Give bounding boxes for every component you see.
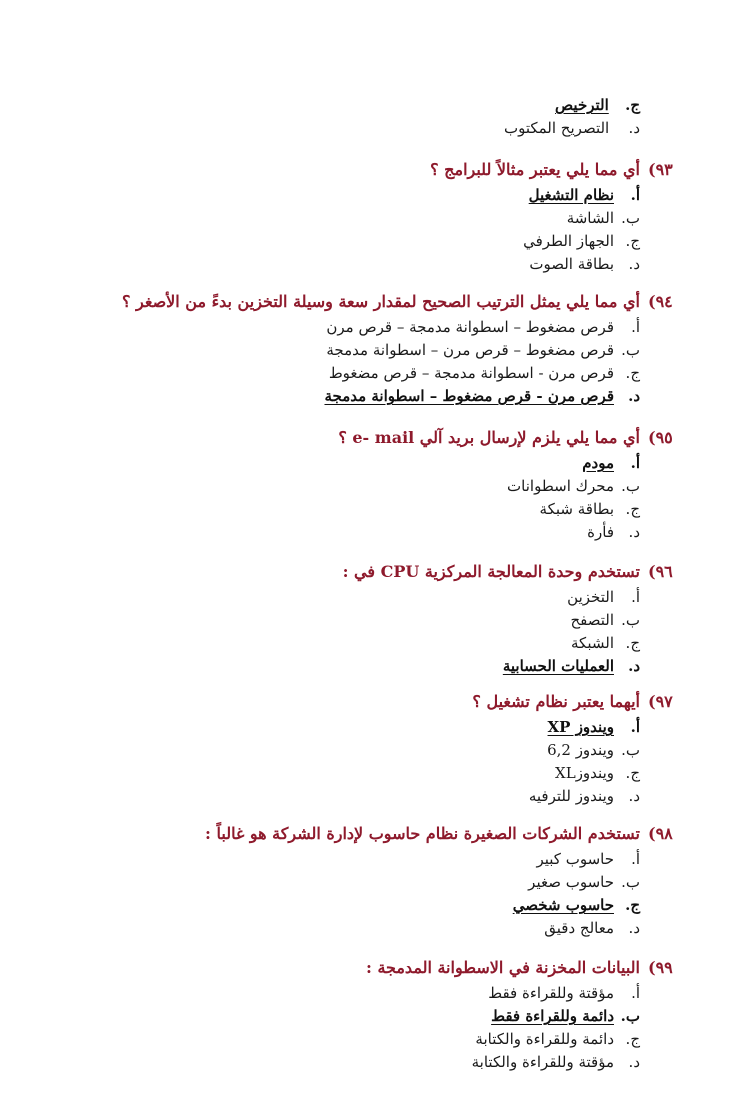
option-letter: ب.: [621, 611, 640, 629]
option-row: [80, 611, 640, 634]
question-text: أي مما يلي يلزم لإرسال بريد آلي e- mail ؟: [338, 428, 640, 447]
option-text: مؤقتة وللقراءة والكتابة: [471, 1053, 614, 1071]
option-text: قرص مضغوط – قرص مرن – اسطوانة مدمجة: [326, 341, 614, 359]
option-text: محرك اسطوانات: [507, 477, 614, 495]
option-text: التصفح: [570, 611, 614, 629]
option-text: الشبكة: [571, 634, 614, 652]
option-letter: ج.: [625, 232, 640, 250]
option-row: [80, 718, 640, 741]
question-98: [80, 824, 673, 942]
question-number: ٩٤): [648, 292, 673, 311]
question-header: [80, 562, 673, 588]
option-row: [80, 984, 640, 1007]
question-96: [80, 562, 673, 680]
option-letter: أ.: [631, 850, 640, 868]
option-text: فأرة: [587, 523, 614, 541]
question-header: [80, 824, 673, 850]
option-letter: أ.: [630, 718, 640, 736]
option-text: معالج دقيق: [544, 919, 614, 937]
option-letter: ج.: [625, 96, 640, 114]
question-text: أيهما يعتبر نظام تشغيل ؟: [472, 692, 640, 711]
option-text: ويندوز للترفيه: [528, 787, 614, 805]
option-row: [80, 1053, 640, 1076]
option-text: نظام التشغيل: [528, 186, 614, 204]
option-row: [80, 919, 640, 942]
option-text: مودم: [582, 454, 614, 472]
option-letter: د.: [628, 255, 640, 273]
option-letter: ب.: [621, 477, 640, 495]
option-row: [80, 186, 640, 209]
option-letter: د.: [628, 1053, 640, 1071]
option-row: [80, 232, 640, 255]
question-header: [80, 160, 673, 186]
option-text: التخزين: [567, 588, 614, 606]
option-letter: ب.: [621, 741, 640, 759]
question-text: تستخدم وحدة المعالجة المركزية CPU في :: [342, 562, 640, 581]
option-row: [80, 1030, 640, 1053]
option-text: حاسوب شخصي: [512, 896, 614, 914]
option-letter: د.: [628, 119, 640, 137]
option-text: حاسوب كبير: [536, 850, 614, 868]
option-letter: د.: [628, 523, 640, 541]
question-text: أي مما يلي يمثل الترتيب الصحيح لمقدار سعة وسيلة التخزين بدءً من الأصغر ؟: [121, 292, 640, 311]
option-row: [80, 588, 640, 611]
option-letter: ب.: [621, 873, 640, 891]
option-text: مؤقتة وللقراءة فقط: [488, 984, 614, 1002]
option-text: الترخيص: [555, 96, 609, 114]
option-row: [80, 741, 640, 764]
option-row: [80, 364, 640, 387]
option-row: [80, 477, 640, 500]
option-text: دائمة وللقراءة فقط: [491, 1007, 614, 1025]
question-number: ٩٦): [648, 562, 673, 581]
question-95: [80, 428, 673, 546]
question-number: ٩٧): [648, 692, 673, 711]
option-row: [80, 1007, 640, 1030]
question-text: تستخدم الشركات الصغيرة نظام حاسوب لإدارة الشركة هو غالباً :: [205, 824, 640, 843]
option-row: [80, 850, 640, 873]
option-letter: د.: [628, 919, 640, 937]
prev-question-tail: [80, 96, 640, 142]
option-letter: د.: [628, 657, 640, 675]
option-text: دائمة وللقراءة والكتابة: [475, 1030, 614, 1048]
question-99: [80, 958, 673, 1076]
question-header: [80, 292, 673, 318]
option-text: العمليات الحسابية: [502, 657, 614, 675]
option-row: [80, 500, 640, 523]
question-text: أي مما يلي يعتبر مثالاً للبرامج ؟: [430, 160, 640, 179]
option-text: بطاقة شبكة: [539, 500, 614, 518]
option-row: [80, 787, 640, 810]
option-text: قرص مرن - اسطوانة مدمجة – قرص مضغوط: [328, 364, 614, 382]
option-row: [80, 387, 640, 410]
option-letter: أ.: [631, 984, 640, 1002]
option-letter: ج.: [625, 1030, 640, 1048]
question-text: البيانات المخزنة في الاسطوانة المدمجة :: [365, 958, 640, 977]
option-letter: ب.: [621, 341, 640, 359]
option-letter: ج.: [625, 500, 640, 518]
option-row: [80, 896, 640, 919]
question-header: [80, 428, 673, 454]
question-number: ٩٥): [648, 428, 673, 447]
option-text: حاسوب صغير: [528, 873, 614, 891]
option-text: قرص مضغوط – اسطوانة مدمجة – قرص مرن: [326, 318, 614, 336]
question-header: [80, 692, 673, 718]
option-letter: أ.: [630, 454, 640, 472]
option-letter: أ.: [631, 588, 640, 606]
question-number: ٩٩): [648, 958, 673, 977]
option-text: ويندوزXL: [555, 764, 614, 782]
question-94: [80, 292, 673, 410]
option-text: بطاقة الصوت: [529, 255, 614, 273]
option-letter: د.: [628, 387, 640, 405]
option-row: [80, 454, 640, 477]
option-row: [80, 341, 640, 364]
question-number: ٩٣): [648, 160, 673, 179]
option-row: [80, 523, 640, 546]
option-letter: ج.: [625, 364, 640, 382]
question-header: [80, 958, 673, 984]
option-letter: ب.: [621, 209, 640, 227]
option-text: قرص مرن - قرص مضغوط – اسطوانة مدمجة: [324, 387, 614, 405]
option-letter: أ.: [631, 318, 640, 336]
question-number: ٩٨): [648, 824, 673, 843]
option-text: الجهاز الطرفي: [523, 232, 614, 250]
option-row: [80, 96, 640, 119]
option-letter: ب.: [620, 1007, 640, 1025]
option-letter: د.: [628, 787, 640, 805]
option-row: [80, 119, 640, 142]
option-row: [80, 634, 640, 657]
option-row: [80, 255, 640, 278]
option-letter: ج.: [625, 896, 640, 914]
option-text: الشاشة: [566, 209, 614, 227]
option-row: [80, 657, 640, 680]
option-text: التصريح المكتوب: [503, 119, 610, 137]
option-letter: ج.: [625, 764, 640, 782]
option-row: [80, 764, 640, 787]
question-97: [80, 692, 673, 810]
option-letter: ج.: [625, 634, 640, 652]
option-row: [80, 873, 640, 896]
option-letter: أ.: [630, 186, 640, 204]
question-93: [80, 160, 673, 278]
option-text: ويندوز 6,2: [547, 741, 614, 759]
option-row: [80, 318, 640, 341]
option-text: ويندوز XP: [547, 718, 614, 736]
option-row: [80, 209, 640, 232]
